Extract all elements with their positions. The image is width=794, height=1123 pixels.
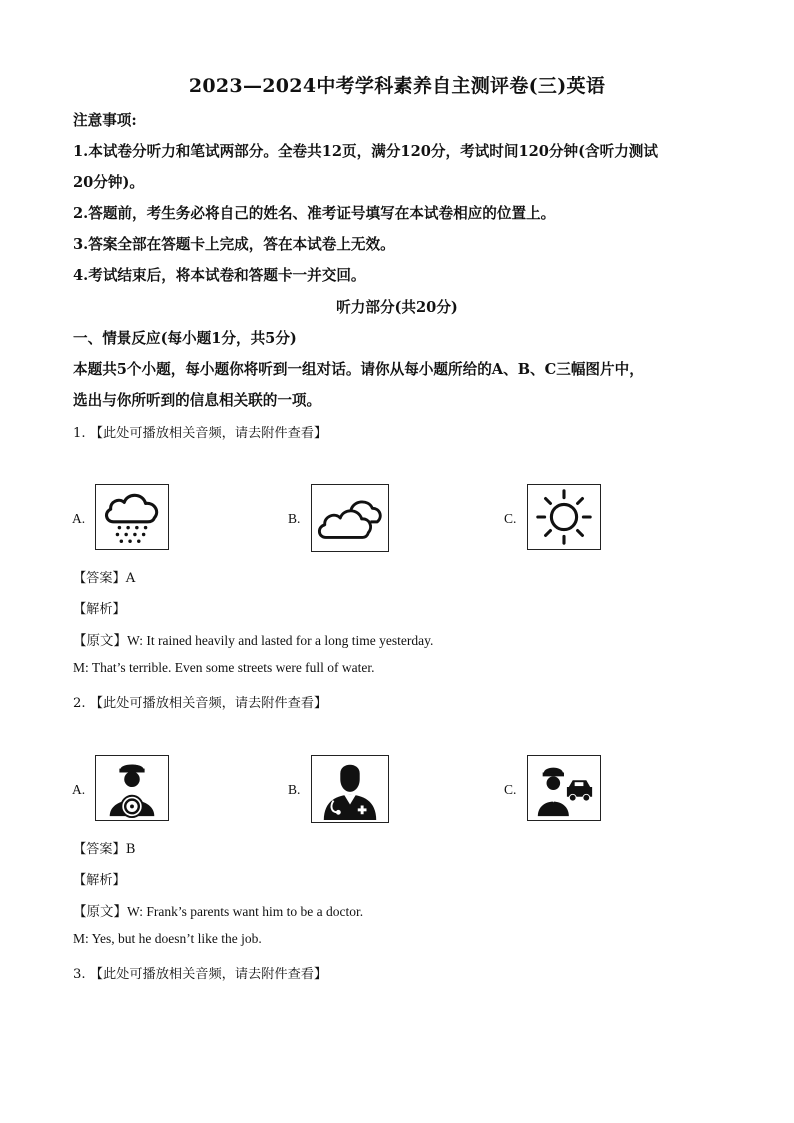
notice-item-1-line-1: 1.本试卷分听力和笔试两部分。全卷共12页，满分120分，考试时间120分钟(含听力测试 [73, 143, 658, 160]
question-2-option-c-image[interactable] [527, 755, 601, 821]
rain-cloud-icon [96, 485, 168, 549]
notice-item-3: 3.答案全部在答题卡上完成，答在本试卷上无效。 [73, 236, 395, 253]
question-1-option-b-label: B. [288, 511, 301, 526]
question-2-option-a-label: A. [72, 782, 86, 797]
notice-item-4: 4.考试结束后，将本试卷和答题卡一并交回。 [73, 267, 366, 284]
part1-heading: 一、情景反应(每小题1分，共5分) [73, 330, 297, 347]
question-2-option-b-image[interactable] [311, 755, 389, 823]
question-1-option-a-image[interactable] [95, 484, 169, 550]
sun-icon [528, 485, 600, 549]
question-1-transcript-line-2: M: That’s terrible. Even some streets were full of water. [73, 660, 375, 675]
question-2-prompt: 2. 【此处可播放相关音频，请去附件查看】 [73, 696, 328, 711]
question-2-analysis: 【解析】 [73, 873, 126, 888]
doctor-icon [312, 756, 388, 822]
question-1-answer: 【答案】A [73, 571, 136, 586]
question-1-prompt: 1. 【此处可播放相关音频，请去附件查看】 [73, 426, 328, 441]
question-2-option-a-image[interactable] [95, 755, 169, 821]
notice-heading: 注意事项: [73, 112, 137, 129]
part1-instruction-line-1: 本题共5个小题，每小题你将听到一组对话。请你从每小题所给的A、B、C三幅图片中， [73, 361, 644, 378]
question-3-prompt: 3. 【此处可播放相关音频，请去附件查看】 [73, 967, 328, 982]
police-officer-icon [528, 756, 600, 820]
notice-item-2: 2.答题前，考生务必将自己的姓名、准考证号填写在本试卷相应的位置上。 [73, 205, 556, 222]
question-2-answer: 【答案】B [73, 842, 136, 857]
notice-item-1-line-2: 20分钟)。 [73, 174, 144, 191]
question-1-option-b-image[interactable] [311, 484, 389, 552]
question-2-option-c-label: C. [504, 782, 517, 797]
question-2-transcript-line-2: M: Yes, but he doesn’t like the job. [73, 931, 262, 946]
section-title: 听力部分(共20分) [336, 299, 458, 316]
question-1-analysis: 【解析】 [73, 602, 126, 617]
question-1-transcript-line-1: 【原文】W: It rained heavily and lasted for a long time yesterday. [73, 633, 434, 648]
part1-instruction-line-2: 选出与你所听到的信息相关联的一项。 [73, 392, 322, 409]
driver-icon [96, 756, 168, 820]
question-1-option-c-label: C. [504, 511, 517, 526]
clouds-icon [312, 485, 388, 551]
exam-title: 2023—2024中考学科素养自主测评卷(三)英语 [188, 75, 606, 97]
question-2-transcript-line-1: 【原文】W: Frank’s parents want him to be a doctor. [73, 904, 364, 919]
question-1-option-a-label: A. [72, 511, 86, 526]
question-2-option-b-label: B. [288, 782, 301, 797]
question-1-option-c-image[interactable] [527, 484, 601, 550]
